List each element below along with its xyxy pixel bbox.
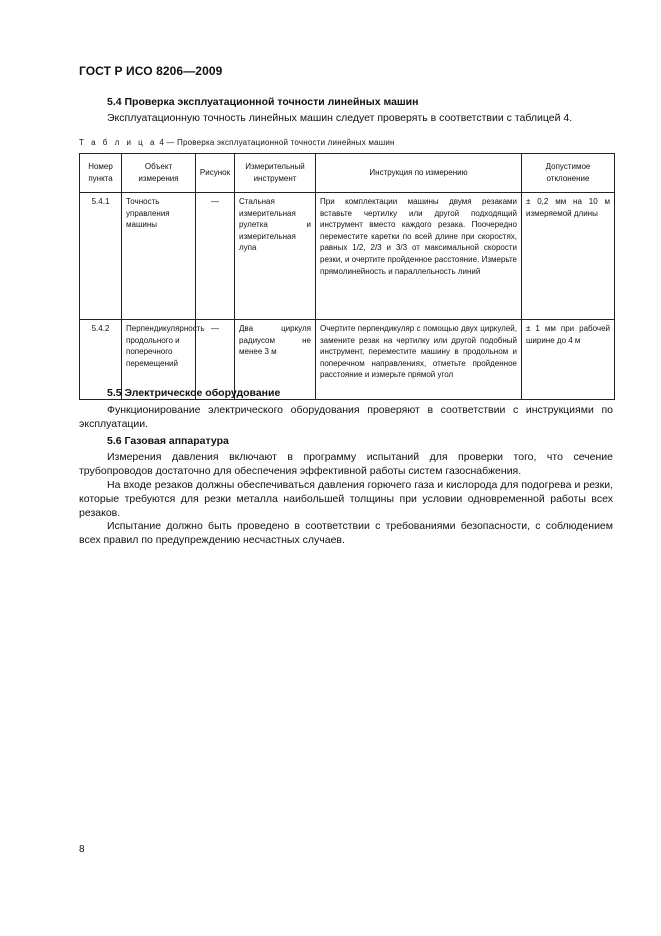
cell-instrument: Два циркуля радиусом не менее 3 м [235, 320, 316, 400]
col-header-instruction: Инструкция по измерению [316, 154, 522, 193]
section-5-6-paragraph-2: На входе резаков должны обеспечиваться давления горючего газа и кислорода для подогрева и резки, которые требуются для резки металла наибольшей толщины при условии одновременной работы всех резаков. [79, 479, 613, 519]
col-header-object: Объект измерения [122, 154, 196, 193]
col-header-number: Номер пункта [80, 154, 122, 193]
col-header-figure: Рисунок [196, 154, 235, 193]
section-5-5-heading: 5.5 Электрическое оборудование [107, 387, 281, 399]
measurement-table [79, 153, 615, 400]
cell-number: 5.4.1 [80, 193, 122, 320]
document-id: ГОСТ Р ИСО 8206—2009 [79, 64, 223, 78]
cell-object: Точность управления машины [122, 193, 196, 320]
table-row [80, 193, 615, 320]
cell-instruction: При комплектации машины двумя резаками вставьте чертилку или другой подходящий инструмент вместо каждого резака. Поочередно переместите каретки по всей длине при скоростях, равных 1/2, 2/3 и 3/3 от максимальной скорости резки, и очертите пройденное расстояние. Измерьте прямолинейность и параллельность линий [316, 193, 522, 320]
cell-instruction: Очертите перпендикуляр с помощью двух циркулей, замените резак на чертилку или другой подобный инструмент, переместите машину в продольном и поперечном направлениях, отметьте пройденное расстояние и измерьте прямой угол [316, 320, 522, 400]
cell-object: Перпендикулярность продольного и поперечного перемещений [122, 320, 196, 400]
section-5-6-heading: 5.6 Газовая аппаратура [107, 435, 229, 447]
cell-instrument: Стальная измерительная рулетка и измерительная лупа [235, 193, 316, 320]
table-caption [79, 138, 395, 147]
section-5-6-paragraph-3: Испытание должно быть проведено в соответствии с требованиями безопасности, с соблюдением всех правил по предупреждению несчастных случаев. [79, 520, 613, 546]
section-5-4-text: Эксплуатационную точность линейных машин следует проверять в соответствии с таблицей 4. [107, 112, 573, 124]
cell-tolerance: ± 1 мм при рабочей ширине до 4 м [522, 320, 615, 400]
cell-figure: — [196, 193, 235, 320]
page-number: 8 [79, 844, 85, 855]
col-header-tolerance: Допустимое отклонение [522, 154, 615, 193]
table-caption-title: 4 — Проверка эксплуатационной точности линейных машин [156, 138, 395, 147]
cell-number: 5.4.2 [80, 320, 122, 400]
cell-figure: — [196, 320, 235, 400]
section-5-5-text: Функционирование электрического оборудования проверяют в соответствии с инструкциями по эксплуатации. [79, 404, 613, 430]
col-header-instrument: Измерительный инструмент [235, 154, 316, 193]
section-5-6-paragraph-1: Измерения давления включают в программу испытаний для проверки того, что сечение трубопроводов достаточно для обеспечения эффективной работы систем газоснабжения. [79, 451, 613, 477]
table-header-row [80, 154, 615, 193]
section-5-4-heading: 5.4 Проверка эксплуатационной точности линейных машин [107, 96, 419, 108]
cell-tolerance: ± 0,2 мм на 10 м измеряемой длины [522, 193, 615, 320]
table-caption-label: Т а б л и ц а [79, 138, 157, 147]
